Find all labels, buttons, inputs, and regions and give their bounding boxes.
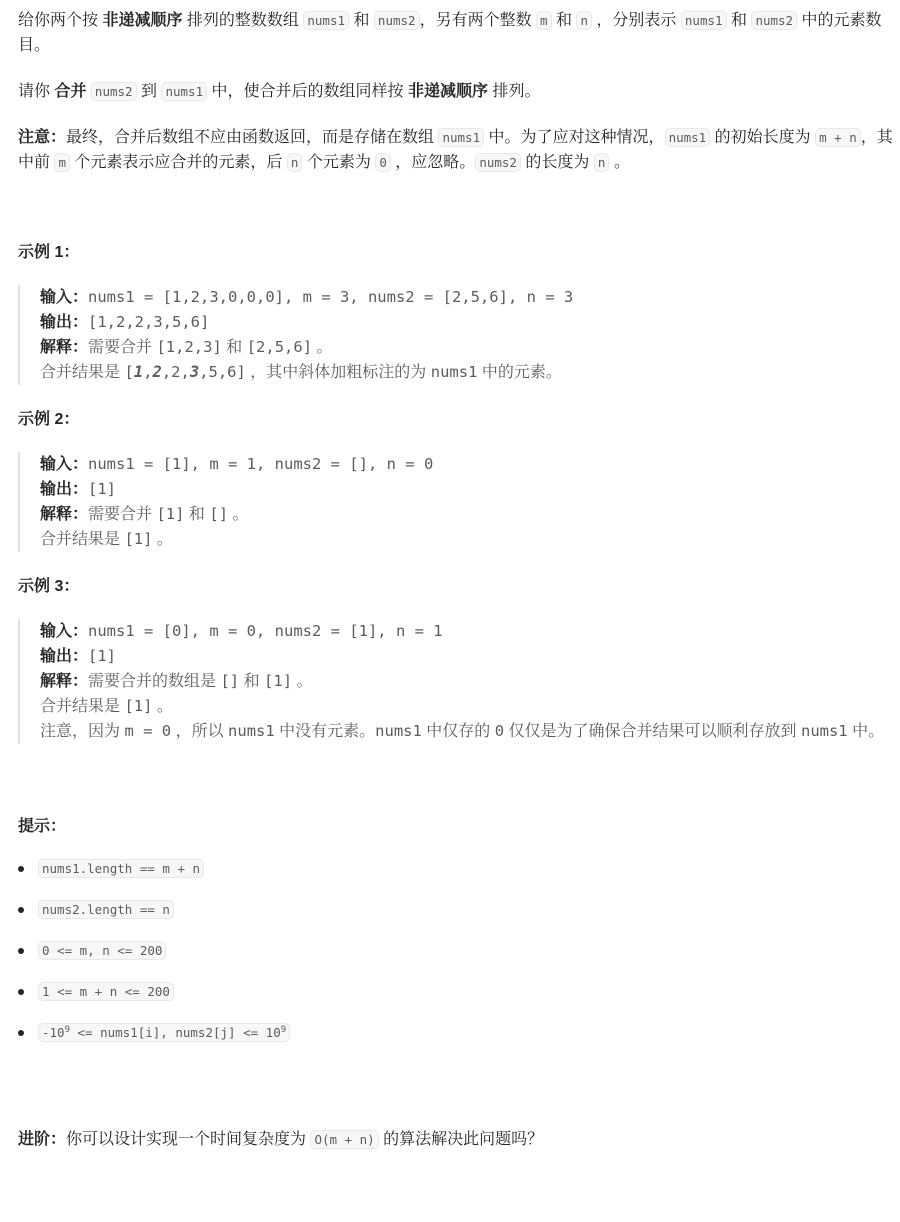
paragraph [18, 8, 894, 58]
code-text: <= nums1[i], nums2[j] <= 10 [70, 1025, 281, 1040]
text: 。 [152, 531, 173, 548]
code-text: nums1 [800, 722, 848, 740]
code-text: [1] [88, 647, 117, 665]
bold-text: 输入： [40, 623, 89, 640]
text: 个元素为 [302, 154, 376, 171]
inline-code [38, 941, 166, 960]
bold-text: 合并 [54, 83, 87, 100]
text: 和 [184, 506, 210, 523]
constraint-item [18, 900, 894, 941]
code-text: nums1 = [1,2,3,0,0,0], m = 3, nums2 = [2,5,6], n = 3 [88, 288, 574, 306]
bold-text: 非递减顺序 [102, 12, 183, 29]
text: 的初始长度为 [710, 129, 816, 146]
code-text: 0 <= m, n <= 200 [42, 943, 163, 958]
code-text: m = 0 [124, 722, 172, 740]
text: 。 [152, 698, 173, 715]
problem-statement [18, 8, 894, 175]
code-text: [1] [156, 505, 185, 523]
example-heading: 示例 2： [18, 411, 80, 428]
example-line [40, 285, 894, 310]
example-line [40, 694, 894, 719]
text: 和 [551, 12, 577, 29]
bold-text: 输出： [40, 648, 89, 665]
example-line [40, 644, 894, 669]
code-text: 0 [494, 722, 505, 740]
inline-code: nums2 [374, 11, 420, 30]
text: ，所以 [171, 723, 229, 740]
inline-code [38, 900, 174, 919]
text: ，分别表示 [591, 12, 681, 29]
code-text: [1] [264, 672, 293, 690]
text: 。 [292, 673, 313, 690]
text: 合并结果是 [40, 364, 125, 381]
text: 注意，因为 [40, 723, 125, 740]
bold-italic-code: 3 [189, 363, 200, 381]
bold-text: 输入： [40, 456, 89, 473]
example-block [18, 452, 894, 552]
text: 中，使合并后的数组同样按 [207, 83, 409, 100]
constraint-item [18, 1023, 894, 1064]
bold-italic-code: 2 [152, 363, 162, 381]
code-text: nums1.length == m + n [42, 861, 201, 876]
code-text: [1] [124, 530, 153, 548]
text: 给你两个按 [18, 12, 103, 29]
constraint-item [18, 982, 894, 1023]
text: 需要合并 [88, 506, 157, 523]
example-line [40, 360, 894, 385]
inline-code: nums2 [91, 82, 137, 101]
example-line [40, 310, 894, 335]
text: 到 [136, 83, 162, 100]
inline-code: m [536, 11, 552, 30]
text: 。 [609, 154, 630, 171]
hints-heading: 提示： [18, 818, 67, 835]
text: ，其中斜体加粗标注的为 [245, 364, 431, 381]
example-line [40, 719, 894, 744]
bold-text: 注意： [18, 129, 67, 146]
text: 中。为了应对这种情况， [484, 129, 665, 146]
text: ，其中前 [18, 129, 893, 171]
text: 和 [221, 339, 247, 356]
text: 排列。 [488, 83, 541, 100]
inline-code: nums1 [681, 11, 727, 30]
example-line [40, 452, 894, 477]
bold-text: 输出： [40, 314, 89, 331]
code-text: [2,5,6] [246, 338, 313, 356]
inline-code: nums1 [665, 128, 711, 147]
bold-text: 输出： [40, 481, 89, 498]
inline-code: O(m + n) [310, 1130, 378, 1149]
constraints-list [18, 859, 894, 1064]
example-block [18, 285, 894, 385]
code-text: [1] [88, 480, 117, 498]
inline-code [38, 859, 204, 878]
code-text: 1 <= m + n <= 200 [42, 984, 170, 999]
inline-code: n [287, 153, 303, 172]
constraint-item [18, 859, 894, 900]
code-text: [1] [124, 697, 153, 715]
text: 和 [239, 673, 265, 690]
bold-text: 解释： [40, 339, 89, 356]
code-text: nums1 = [0], m = 0, nums2 = [1], n = 1 [88, 622, 443, 640]
follow-up [18, 1127, 894, 1152]
inline-code [38, 982, 174, 1001]
text: 中没有元素。 [274, 723, 376, 740]
text: 需要合并 [88, 339, 157, 356]
example-line [40, 335, 894, 360]
example-heading: 示例 1： [18, 244, 80, 261]
text: 和 [726, 12, 752, 29]
bold-italic-code: 1 [133, 363, 144, 381]
text: 需要合并的数组是 [88, 673, 221, 690]
text: ，另有两个整数 [419, 12, 537, 29]
text: 中仅存的 [421, 723, 495, 740]
text: 的算法解决此问题吗？ [378, 1131, 544, 1148]
text: 和 [349, 12, 374, 29]
code-text: [] [209, 505, 229, 523]
code-text: [1,2,3] [156, 338, 222, 356]
code-text: nums1 [430, 363, 478, 381]
inline-code: nums1 [161, 82, 207, 101]
example-heading: 示例 3： [18, 578, 80, 595]
example-block [18, 619, 894, 744]
text: 中的元素。 [477, 364, 562, 381]
inline-code: m + n [815, 128, 861, 147]
bold-text: 输入： [40, 289, 89, 306]
text: 合并结果是 [40, 531, 125, 548]
inline-code: nums1 [303, 11, 349, 30]
inline-code: n [576, 11, 592, 30]
constraint-item [18, 941, 894, 982]
superscript: 9 [64, 1024, 70, 1035]
text: 你可以设计实现一个时间复杂度为 [66, 1131, 311, 1148]
example-line [40, 619, 894, 644]
code-text: -10 [42, 1025, 65, 1040]
text: 仅仅是为了确保合并结果可以顺利存放到 [504, 723, 801, 740]
text: 。 [312, 339, 333, 356]
text: 请你 [18, 83, 55, 100]
inline-code: nums1 [438, 128, 484, 147]
example-line [40, 527, 894, 552]
text: 合并结果是 [40, 698, 125, 715]
paragraph [18, 79, 894, 104]
bold-text: 解释： [40, 673, 89, 690]
text: 的长度为 [520, 154, 594, 171]
inline-code: n [594, 153, 610, 172]
text: 中的元素数目。 [18, 12, 882, 54]
text: 最终，合并后数组不应由函数返回，而是存储在数组 [66, 129, 439, 146]
code-text: , [143, 363, 153, 381]
example-line [40, 477, 894, 502]
bold-text: 解释： [40, 506, 89, 523]
text: 中。 [847, 723, 885, 740]
code-text: nums1 [375, 722, 422, 740]
paragraph [18, 125, 894, 175]
code-text: nums1 = [1], m = 1, nums2 = [], n = 0 [88, 455, 434, 473]
code-text: [1,2,2,3,5,6] [88, 313, 210, 331]
inline-code: m [54, 153, 70, 172]
code-text: ,2, [161, 363, 190, 381]
example-line [40, 669, 894, 694]
text: 排列的整数数组 [182, 12, 304, 29]
text: ，应忽略。 [390, 154, 476, 171]
bold-text: 进阶： [18, 1131, 67, 1148]
example-line [40, 502, 894, 527]
inline-code: nums2 [475, 153, 521, 172]
code-text: nums2.length == n [42, 902, 170, 917]
text: 个元素表示应合并的元素，后 [69, 154, 287, 171]
inline-code: nums2 [751, 11, 797, 30]
code-text: nums1 [228, 722, 275, 740]
text: 。 [228, 506, 249, 523]
bold-text: 非递减顺序 [408, 83, 489, 100]
inline-code [38, 1023, 290, 1042]
code-text: [ [124, 363, 134, 381]
code-text: ,5,6] [199, 363, 246, 381]
code-text: [] [220, 672, 240, 690]
inline-code: 0 [375, 153, 391, 172]
examples [18, 240, 894, 744]
superscript: 9 [280, 1024, 287, 1035]
